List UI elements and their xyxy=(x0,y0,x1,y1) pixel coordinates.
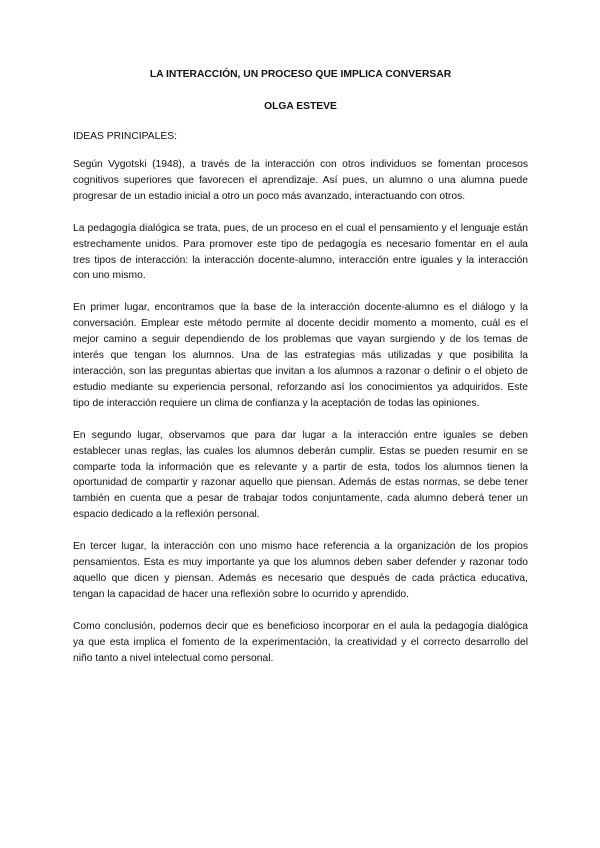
document-page xyxy=(73,68,528,666)
paragraph-intro: Según Vygotski (1948), a través de la interacción con otros individuos se fomentan procesos cognitivos superiores que favorecen el aprendizaje. Así pues, un alumno o una alumna puede progresar de un estadio inicial a otro un poco más avanzado, interactuando con otros. xyxy=(73,159,528,202)
paragraph-pedagogy: La pedagogía dialógica se trata, pues, de un proceso en el cual el pensamiento y el lenguaje están estrechamente unidos. Para promover este tipo de pedagogía es necesario fomentar en el aula tres tipos de interacción: la interacción docente-alumno, interacción entre iguales y la interacción con uno mismo. xyxy=(73,222,528,282)
paragraph-first-place: En primer lugar, encontramos que la base de la interacción docente-alumno es el diálogo y la conversación. Emplear este método permite al docente decidir momento a momento, cuál es el mejor camino a seguir dependiendo de los problemas que vayan surgiendo y de los temas de interés que tengan los alumnos. Una de las estrategias más utilizadas y que posibilita la interacción, son las preguntas abiertas que invitan a los alumnos a razonar o definir o el objeto de estudio mediante su experiencia personal, reforzando así los conocimientos ya adquiridos. Este tipo de interacción requiere un clima de confianza y la aceptación de todas las opiniones. xyxy=(73,302,528,409)
paragraph-second-place: En segundo lugar, observamos que para dar lugar a la interacción entre iguales se deben establecer unas reglas, las cuales los alumnos deberán cumplir. Estas se pueden resumir en se comparte toda la información que es relevante y a partir de esta, todos los alumnos tienen la oportunidad de compartir y razonar aquello que piensan. Además de estas normas, se debe tener también en cuenta que a pesar de trabajar todos conjuntamente, cada alumno deberá tener un espacio dedicado a la reflexión personal. xyxy=(73,429,528,521)
paragraph-conclusion: Como conclusión, podemos decir que es beneficioso incorporar en el aula la pedagogía dialógica ya que esta implica el fomento de la experimentación, la creatividad y el correcto desarrollo del niño tanto a nivel intelectual como personal. xyxy=(73,620,528,664)
document-author: OLGA ESTEVE xyxy=(264,101,337,112)
paragraph-third-place: En tercer lugar, la interacción con uno mismo hace referencia a la organización de los propios pensamientos. Esta es muy importante ya que los alumnos deben saber defender y razonar todo aquello que dicen y piensan. Además es necesario que después de cada práctica educativa, tengan la capacidad de hacer una reflexión sobre lo ocurrido y aprendido. xyxy=(73,541,528,600)
document-title: LA INTERACCIÓN, UN PROCESO QUE IMPLICA CONVERSAR xyxy=(149,69,452,80)
section-label: IDEAS PRINCIPALES: xyxy=(73,131,177,142)
